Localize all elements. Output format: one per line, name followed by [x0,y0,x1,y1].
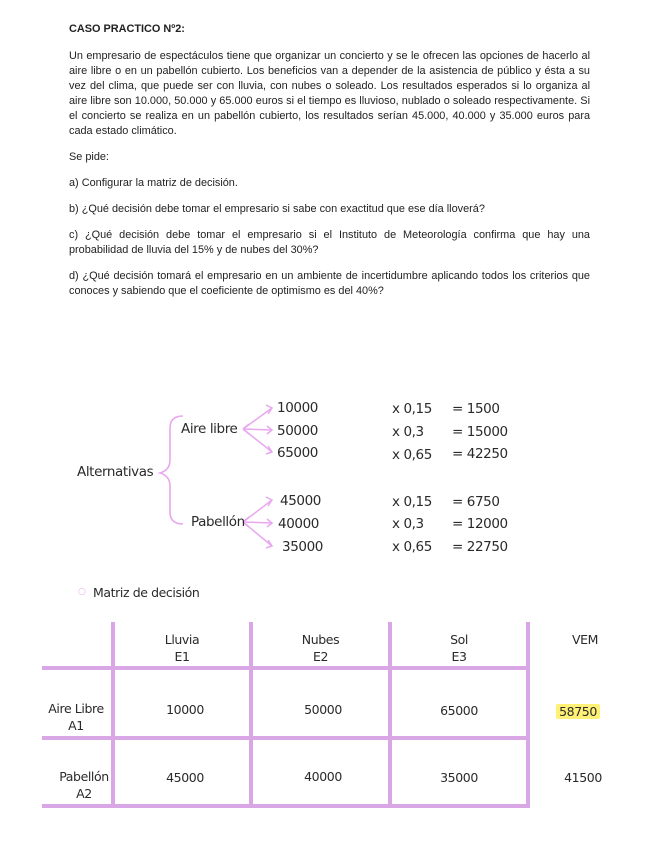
tree-result: = 42250 [452,446,508,462]
tree-factor: x 0,15 [392,494,432,510]
tree-result: = 12000 [452,516,508,532]
header-e2 [253,631,388,665]
tree-factor: x 0,65 [392,539,432,555]
tree-factor: x 0,3 [392,424,424,440]
tree-factor: x 0,15 [392,401,432,417]
tree-value: 50000 [277,423,318,439]
question-a: a) Configurar la matriz de decisión. [69,177,238,189]
row-a2-code: A2 [76,786,92,801]
tree-result: = 15000 [452,424,508,440]
header-e2-name: Nubes [301,632,340,647]
vem-a2: 41500 [564,770,602,785]
matrix-cell: 35000 [440,770,478,785]
question-c: c) ¿Qué decisión debe tomar el empresario si el Instituto de Meteorología confirma que hay una probabilidad de lluvia del 15% y de nubes del 30%? [69,229,590,256]
se-pide-label: Se pide: [69,151,109,163]
vem-a1 [535,703,621,720]
tree-value: 35000 [282,539,323,555]
header-e1-code: E1 [174,649,190,664]
aire-libre-arrows-icon [243,405,272,454]
header-e1 [115,631,249,665]
vem-a1-highlighted: 58750 [556,704,600,719]
row-a1-label [38,700,114,734]
header-e3 [392,631,526,665]
matrix-cell: 65000 [440,703,478,718]
header-e3-name: Sol [450,632,468,647]
branch-pabellon-label: Pabellón [191,514,245,530]
tree-value: 40000 [278,516,319,532]
header-vem [540,631,630,648]
tree-factor: x 0,65 [392,447,432,463]
header-e1-name: Lluvia [164,632,200,647]
matrix-bullet-icon: ○ [78,587,86,597]
matrix-cell: 50000 [304,702,342,717]
tree-value: 45000 [280,493,321,509]
header-vem-name: VEM [571,632,599,647]
tree-factor: x 0,3 [392,516,424,532]
row-a1-name: Aire Libre [48,701,104,716]
case-statement: Un empresario de espectáculos tiene que organizar un concierto y se le ofrecen las opciones de hacerlo al aire libre o en un pabellón cubierto. Los beneficios van a depender de la asistencia de público y ésta a su vez del clima, que puede ser con lluvia, con nubes o soleado. Los resultados esperados si lo organiza al aire libre son 10.000, 50.000 y 65.000 euros si el tiempo es lluvioso, nublado o soleado respectivamente. Si el concierto se realiza en un pabellón cubierto, los resultados serían 45.000, 40.000 y 35.000 euros para cada estado climático. [69,50,590,137]
tree-result: = 22750 [452,539,508,555]
matrix-cell: 40000 [304,769,342,784]
pabellon-arrows-icon [243,497,272,548]
tree-value: 65000 [277,445,318,461]
question-d: d) ¿Qué decisión tomará el empresario en un ambiente de incertidumbre aplicando todos los criterios que conoces y sabiendo que el coeficiente de optimismo es del 40%? [69,270,590,297]
tree-result: = 6750 [452,494,500,510]
branch-aire-libre-label: Aire libre [181,421,238,437]
row-a2-label [44,768,124,802]
matrix-cell: 10000 [166,702,204,717]
header-e3-code: E3 [451,649,467,664]
row-a1-code: A1 [68,718,84,733]
question-b: b) ¿Qué decisión debe tomar el empresario si sabe con exactitud que ese día lloverá? [69,203,485,215]
tree-result: = 1500 [452,401,500,417]
tree-value: 10000 [277,400,318,416]
row-a2-name: Pabellón [59,769,109,784]
matrix-heading: Matriz de decisión [93,585,200,600]
matrix-cell: 45000 [166,770,204,785]
alternatives-brace-icon [160,416,183,524]
case-title: CASO PRACTICO Nº2: [69,23,185,35]
alternatives-label: Alternativas [77,464,154,480]
header-e2-code: E2 [312,649,329,664]
